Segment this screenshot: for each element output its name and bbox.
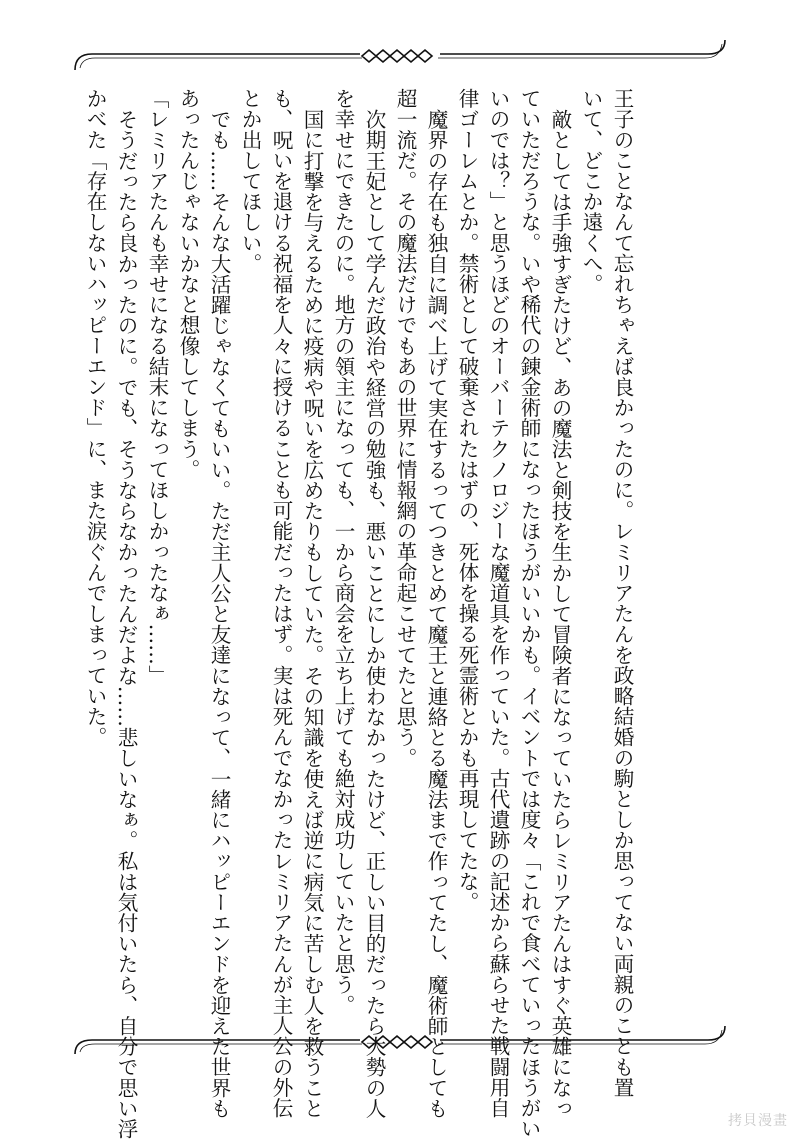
text-column: も、呪いを退ける祝福を人々に授けることも可能だったはず。実は死んでなかったレミリアたんが主人公の外伝 <box>269 88 293 1118</box>
text-column: そうだったら良かったのに。でも、そうならなかったんだよな……悲しいなぁ。私は気付いたら、自分で思い浮 <box>114 109 138 1139</box>
vertical-body-text <box>79 88 637 1139</box>
text-column: かべた「存在しないハッピーエンド」に、また涙ぐんでしまっていた。 <box>83 88 107 748</box>
text-column: 律ゴーレムとか。禁術として破棄されたはずの、死体を操る死霊術とかも再現してたな。 <box>455 88 479 912</box>
text-column: あったんじゃないかなと想像してしまう。 <box>176 88 200 480</box>
watermark: 拷貝漫畫 <box>728 1113 788 1129</box>
text-column: 敵としては手強すぎたけど、あの魔法と剣技を生かして冒険者になっていたらレミリアたんはすぐ英雄になっ <box>548 109 572 1119</box>
text-column: いて、どこか遠くへ。 <box>579 88 603 294</box>
text-column: 次期王妃として学んだ政治や経営の勉強も、悪いことにしか使わなかったけど、正しい目的だったら大勢の人 <box>362 109 386 1119</box>
text-column: いのでは？」と思うほどのオーバーテクノロジーな魔道具を作っていた。古代遺跡の記述から蘇らせた戦闘用自 <box>486 88 510 1118</box>
text-column: 王子のことなんて忘れちゃえば良かったのに。レミリアたんを政略結婚の駒としか思ってない両親のことも置 <box>610 88 634 1098</box>
text-column: ていただろうな。いや稀代の錬金術師になったほうがいいかも。イベントでは度々「これで食べていったほうがい <box>517 88 541 1139</box>
text-column: 「レミリアたんも幸せになる結末になってほしかったなぁ……」 <box>145 88 169 686</box>
text-column: を幸せにできたのに。地方の領主になっても、一から商会を立ち上げても絶対成功していたと思う。 <box>331 88 355 1015</box>
text-column: でも……そんな大活躍じゃなくてもいい。ただ主人公と友達になって、一緒にハッピーエンドを迎えた世界も <box>207 109 231 1119</box>
top-ornament-border <box>0 32 800 72</box>
text-column: 国に打撃を与えるために疫病や呪いを広めたりもしていた。その知識を使えば逆に病気に苦しむ人を救うこと <box>300 109 324 1119</box>
text-column: 魔界の存在も独自に調べ上げて実在するってつきとめて魔王と連絡とる魔法まで作ってたし、魔術師としても <box>424 109 448 1119</box>
text-column: 超一流だ。その魔法だけでもあの世界に情報網の革命起こせてたと思う。 <box>393 88 417 768</box>
text-column: とか出してほしい。 <box>238 88 262 274</box>
